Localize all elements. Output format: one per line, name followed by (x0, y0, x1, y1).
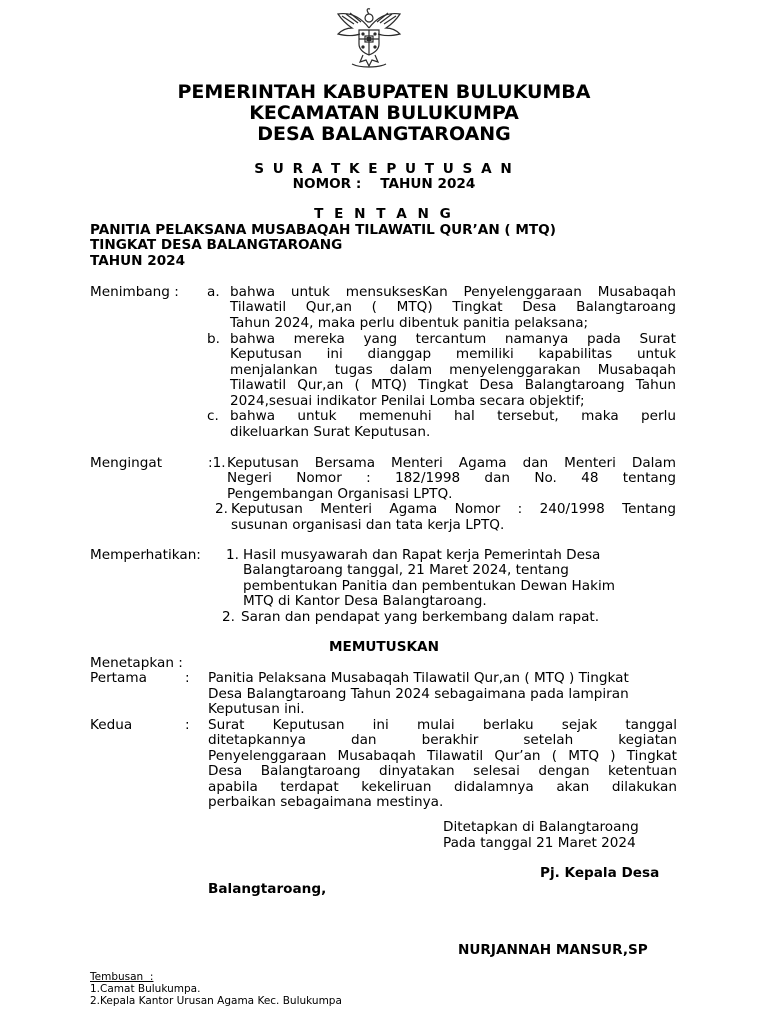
memperhatikan-1-line: Hasil musyawarah dan Rapat kerja Pemerintah Desa (243, 547, 601, 563)
signatory-name: NURJANNAH MANSUR,SP (458, 942, 648, 958)
menimbang-label: Menimbang : (90, 284, 179, 300)
tembusan-item: 2.Kepala Kantor Urusan Agama Kec. Bulukumpa (90, 995, 342, 1007)
tembusan-label: Tembusan : (90, 971, 154, 983)
mengingat-2-line: Keputusan Menteri Agama Nomor : 240/1998 Tentang (231, 501, 676, 517)
letterhead-government: PEMERINTAH KABUPATEN BULUKUMBA (177, 81, 591, 103)
menimbang-b-line: Tilawatil Qur,an ( MTQ) Tingkat Desa Balangtaroang Tahun (230, 377, 676, 393)
menimbang-marker-b: b. (207, 331, 220, 347)
kedua-line: Surat Keputusan ini mulai berlaku sejak tanggal (208, 717, 677, 733)
pertama-line: Panitia Pelaksana Musabaqah Tilawatil Qur,an ( MTQ ) Tingkat (208, 670, 629, 686)
memperhatikan-marker-2: 2. (222, 609, 235, 625)
mengingat-1-line: Negeri Nomor : 182/1998 dan No. 48 tentang (227, 470, 676, 486)
menimbang-marker-c: c. (207, 408, 219, 424)
garuda-emblem-icon (330, 6, 408, 70)
kedua-line: Desa Balangtaroang dinyatakan selesai dengan ketentuan (208, 763, 677, 779)
pertama-line: Desa Balangtaroang Tahun 2024 sebagaimana pada lampiran (208, 686, 629, 702)
subject-line-3: TAHUN 2024 (90, 253, 186, 269)
mengingat-2-line: susunan organisasi dan tata kerja LPTQ. (231, 517, 505, 533)
mengingat-marker-2: 2. (215, 501, 228, 517)
subject-line-1: PANITIA PELAKSANA MUSABAQAH TILAWATIL QUR’AN ( MTQ) (90, 222, 556, 238)
decree-title: S U R A T K E P U T U S A N (254, 161, 514, 177)
menetapkan-label: Menetapkan : (90, 655, 183, 671)
menimbang-marker-a: a. (207, 284, 220, 300)
pertama-colon: : (185, 670, 190, 686)
pertama-line: Keputusan ini. (208, 701, 305, 717)
memperhatikan-label: Memperhatikan: (90, 547, 201, 563)
menimbang-a-line: Tilawatil Qur,an ( MTQ) Tingkat Desa Balangtaroang (230, 299, 676, 315)
memperhatikan-marker-1: 1. (226, 547, 239, 563)
kedua-line: perbaikan sebagaimana mestinya. (208, 794, 444, 810)
decree-number: NOMOR : TAHUN 2024 (292, 176, 476, 192)
menimbang-c-line: bahwa untuk memenuhi hal tersebut, maka perlu (230, 408, 676, 424)
mengingat-1-line: Keputusan Bersama Menteri Agama dan Menteri Dalam (227, 455, 676, 471)
memperhatikan-1-line: MTQ di Kantor Desa Balangtaroang. (243, 593, 487, 609)
menimbang-c-line: dikeluarkan Surat Keputusan. (230, 424, 431, 440)
menimbang-b-line: Keputusan ini dianggap memiliki kapabilitas untuk (230, 346, 676, 362)
signature-place: Ditetapkan di Balangtaroang (443, 819, 639, 835)
tentang-label: T E N T A N G (314, 206, 454, 222)
mengingat-label: Mengingat (90, 455, 163, 471)
menimbang-a-line: bahwa untuk mensuksesKan Penyelenggaraan Musabaqah (230, 284, 676, 300)
kedua-line: ditetapkannya dan berakhir setelah kegiatan (208, 732, 677, 748)
letterhead-village: DESA BALANGTAROANG (257, 123, 511, 145)
menimbang-b-line: bahwa mereka yang tercantum namanya pada Surat (230, 331, 676, 347)
memperhatikan-1-line: Balangtaroang tanggal, 21 Maret 2024, tentang (243, 562, 569, 578)
mengingat-marker-1: :1. (208, 455, 226, 471)
subject-line-2: TINGKAT DESA BALANGTAROANG (90, 237, 343, 253)
pertama-label: Pertama (90, 670, 147, 686)
kedua-label: Kedua (90, 717, 133, 733)
kedua-line: apabila terdapat kekeliruan didalamnya akan dilakukan (208, 779, 677, 795)
kedua-line: Penyelenggaraan Musabaqah Tilawatil Qur’an ( MTQ ) Tingkat (208, 748, 677, 764)
tembusan-item: 1.Camat Bulukumpa. (90, 983, 201, 995)
memutuskan-heading: MEMUTUSKAN (329, 639, 439, 655)
memperhatikan-1-line: pembentukan Panitia dan pembentukan Dewan Hakim (243, 578, 615, 594)
signature-role: Pj. Kepala Desa (540, 865, 660, 881)
memperhatikan-2-line: Saran dan pendapat yang berkembang dalam rapat. (241, 609, 600, 625)
signature-date: Pada tanggal 21 Maret 2024 (443, 835, 636, 851)
menimbang-a-line: Tahun 2024, maka perlu dibentuk panitia pelaksana; (230, 315, 589, 331)
menimbang-b-line: menjalankan tugas dalam menyelenggarakan Musabaqah (230, 362, 676, 378)
signature-village: Balangtaroang, (208, 881, 327, 897)
letterhead-district: KECAMATAN BULUKUMPA (249, 102, 519, 124)
mengingat-1-line: Pengembangan Organisasi LPTQ. (227, 486, 453, 502)
menimbang-b-line: 2024,sesuai indikator Penilai Lomba secara objektif; (230, 393, 585, 409)
kedua-colon: : (185, 717, 190, 733)
